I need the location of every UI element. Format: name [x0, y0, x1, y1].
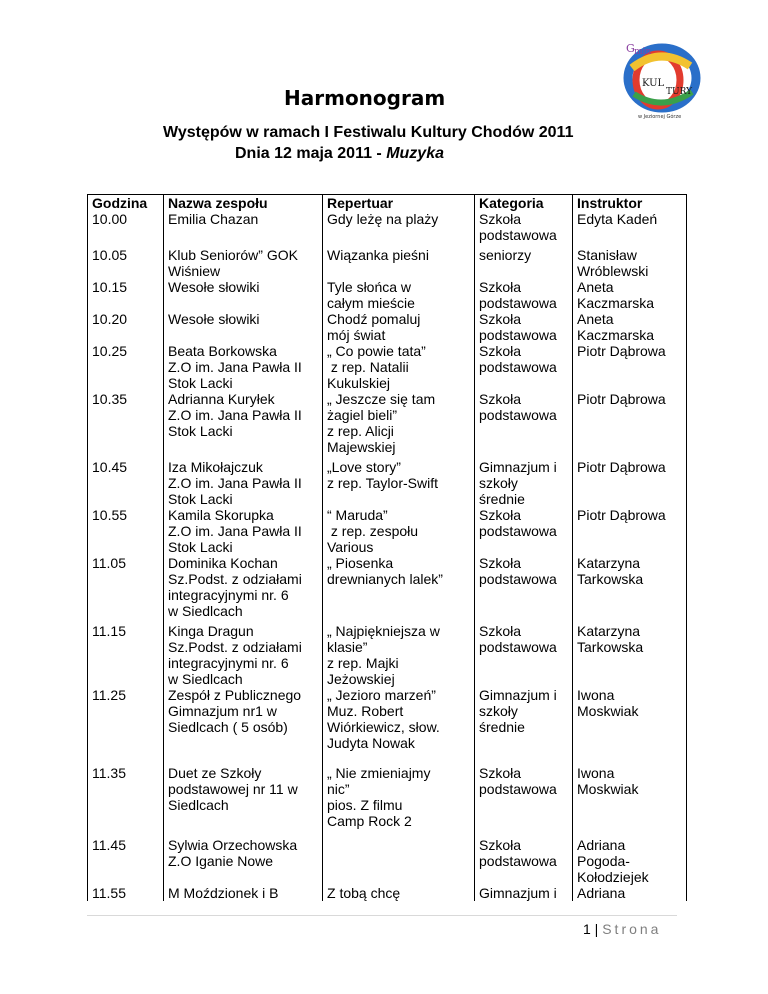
table-cell: [323, 885, 475, 901]
table-cell: [164, 555, 323, 623]
table-cell: [475, 623, 573, 687]
cell-line: Dominika Kochan: [168, 555, 278, 571]
cell-line: Zespół z Publicznego: [168, 687, 302, 703]
cell-line: podstawowa: [479, 853, 557, 869]
cell-line: drewnianych lalek”: [327, 571, 443, 587]
cell-line: Gimnazjum nr1 w: [168, 703, 277, 719]
cell-line: Chodź pomaluj: [327, 311, 421, 327]
cell-line: 11.05: [92, 555, 126, 571]
cell-line: z rep. Taylor-Swift: [327, 475, 438, 491]
cell-line: Szkoła: [479, 555, 522, 571]
cell-line: Szkoła: [479, 765, 522, 781]
cell-line: Szkoła: [479, 311, 522, 327]
cell-line: 10.05: [92, 247, 128, 263]
table-cell: [164, 623, 323, 687]
table-cell: [164, 247, 323, 279]
table-cell: [164, 211, 323, 247]
cell-line: 10.35: [92, 391, 128, 407]
table-row: [88, 507, 687, 555]
cell-line: Judyta Nowak: [327, 735, 415, 751]
cell-line: Muz. Robert: [327, 703, 404, 719]
table-row: [88, 623, 687, 687]
table-cell: [164, 279, 323, 311]
cell-line: „ Piosenka: [327, 555, 394, 571]
table-cell: [573, 247, 687, 279]
table-cell: [88, 459, 164, 507]
cell-line: integracyjnymi nr. 6: [168, 655, 289, 671]
cell-line: średnie: [479, 491, 525, 507]
column-header: Repertuar: [323, 195, 475, 212]
cell-line: Wróblewski: [577, 263, 649, 279]
table-cell: [475, 459, 573, 507]
table-cell: [164, 391, 323, 459]
cell-line: Beata Borkowska: [168, 343, 277, 359]
cell-line: Iwona: [577, 765, 615, 781]
table-cell: [475, 247, 573, 279]
table-cell: [88, 247, 164, 279]
cell-line: 11.35: [92, 765, 126, 781]
cell-line: Adrianna Kuryłek: [168, 391, 275, 407]
cell-line: Stanisław: [577, 247, 637, 263]
document-date-line: [235, 145, 444, 163]
cell-line: [327, 837, 470, 853]
cell-line: 10.15: [92, 279, 128, 295]
table-cell: [88, 211, 164, 247]
cell-line: Szkoła: [479, 211, 522, 227]
table-cell: [475, 885, 573, 901]
cell-line: „Love story”: [327, 459, 401, 475]
table-cell: [573, 623, 687, 687]
cell-line: podstawowa: [479, 407, 557, 423]
table-cell: [323, 279, 475, 311]
table-cell: [164, 311, 323, 343]
cell-line: 11.25: [92, 687, 126, 703]
festival-logo: [612, 38, 708, 122]
cell-line: z rep. Majki: [327, 655, 399, 671]
cell-line: szkoły: [479, 475, 518, 491]
cell-line: „ Jeszcze się tam: [327, 391, 436, 407]
table-cell: [573, 279, 687, 311]
table-cell: [323, 391, 475, 459]
cell-line: Szkoła: [479, 343, 522, 359]
table-cell: [88, 837, 164, 885]
cell-line: Sz.Podst. z odziałami: [168, 571, 302, 587]
cell-line: Emilia Chazan: [168, 211, 259, 227]
table-cell: [573, 507, 687, 555]
cell-line: podstawowa: [479, 571, 557, 587]
table-cell: [164, 765, 323, 837]
page-separator: |: [590, 921, 603, 937]
cell-line: Moskwiak: [577, 781, 639, 797]
cell-line: Gimnazjum i: [479, 687, 557, 703]
table-row: [88, 687, 687, 765]
table-cell: [323, 211, 475, 247]
cell-line: średnie: [479, 719, 525, 735]
table-cell: [475, 765, 573, 837]
schedule-table: [87, 194, 687, 901]
cell-line: Adriana: [577, 837, 626, 853]
cell-line: Gimnazjum i: [479, 885, 557, 901]
cell-line: 11.45: [92, 837, 126, 853]
svg-text:min: min: [634, 47, 652, 57]
cell-line: Jeżowskiej: [327, 671, 395, 687]
cell-line: Z.O im. Jana Pawła II: [168, 359, 302, 375]
cell-line: szkoły: [479, 703, 518, 719]
table-row: [88, 391, 687, 459]
table-cell: [573, 687, 687, 765]
table-cell: [573, 765, 687, 837]
table-cell: [475, 343, 573, 391]
cell-line: Stok Lacki: [168, 375, 233, 391]
table-cell: [475, 391, 573, 459]
table-cell: [475, 311, 573, 343]
cell-line: Kaczmarska: [577, 295, 655, 311]
column-header: Nazwa zespołu: [164, 195, 323, 212]
table-cell: [573, 391, 687, 459]
cell-line: Kinga Dragun: [168, 623, 254, 639]
cell-line: „ Nie zmieniajmy: [327, 765, 431, 781]
column-header: Kategoria: [475, 195, 573, 212]
table-cell: [323, 765, 475, 837]
cell-line: Z.O im. Jana Pawła II: [168, 407, 302, 423]
cell-line: podstawowa: [479, 295, 557, 311]
cell-line: Stok Lacki: [168, 539, 233, 555]
cell-line: Adriana: [577, 885, 626, 901]
cell-line: seniorzy: [479, 247, 532, 263]
cell-line: Piotr Dąbrowa: [577, 507, 666, 523]
svg-text:w Jeziornej Górze: w Jeziornej Górze: [638, 114, 682, 120]
cell-line: z rep. Alicji: [327, 423, 394, 439]
table-cell: [573, 459, 687, 507]
cell-line: z rep. zespołu: [327, 523, 419, 539]
cell-line: Siedlcach ( 5 osób): [168, 719, 288, 735]
page-number: 1: [583, 921, 591, 937]
table-cell: [323, 555, 475, 623]
cell-line: Wiórkiewicz, słow.: [327, 719, 440, 735]
table-cell: [88, 687, 164, 765]
table-cell: [88, 765, 164, 837]
table-cell: [323, 459, 475, 507]
cell-line: Wesołe słowiki: [168, 279, 260, 295]
cell-line: Pogoda-: [577, 853, 630, 869]
table-cell: [323, 837, 475, 885]
table-cell: [164, 507, 323, 555]
table-cell: [475, 555, 573, 623]
cell-line: nic”: [327, 781, 350, 797]
svg-text:KUL: KUL: [642, 78, 665, 89]
cell-line: żagiel bieli”: [327, 407, 398, 423]
cell-line: podstawowa: [479, 639, 557, 655]
page-footer: [583, 921, 661, 937]
cell-line: Szkoła: [479, 623, 522, 639]
cell-line: Camp Rock 2: [327, 813, 412, 829]
cell-line: Kukulskiej: [327, 375, 391, 391]
table-row: [88, 279, 687, 311]
cell-line: pios. Z filmu: [327, 797, 403, 813]
table-cell: [323, 623, 475, 687]
cell-line: „ Jezioro marzeń”: [327, 687, 436, 703]
cell-line: 10.55: [92, 507, 128, 523]
table-cell: [164, 459, 323, 507]
cell-line: Majewskiej: [327, 439, 396, 455]
cell-line: Z.O im. Jana Pawła II: [168, 475, 302, 491]
table-cell: [323, 311, 475, 343]
column-header: Godzina: [88, 195, 164, 212]
table-cell: [88, 507, 164, 555]
cell-line: Klub Seniorów” GOK: [168, 247, 298, 263]
table-cell: [164, 837, 323, 885]
cell-line: Z.O im. Jana Pawła II: [168, 523, 302, 539]
table-cell: [573, 555, 687, 623]
cell-line: mój świat: [327, 327, 386, 343]
cell-line: integracyjnymi nr. 6: [168, 587, 289, 603]
cell-line: Siedlcach: [168, 797, 229, 813]
cell-line: Szkoła: [479, 279, 522, 295]
cell-line: 11.55: [92, 885, 126, 901]
cell-line: podstawowa: [479, 523, 557, 539]
table-cell: [88, 343, 164, 391]
cell-line: Stok Lacki: [168, 491, 233, 507]
page-word: Strona: [602, 921, 662, 937]
cell-line: 10.25: [92, 343, 128, 359]
cell-line: Sz.Podst. z odziałami: [168, 639, 302, 655]
cell-line: Szkoła: [479, 837, 522, 853]
table-cell: [164, 687, 323, 765]
cell-line: Katarzyna: [577, 555, 641, 571]
cell-line: Tarkowska: [577, 639, 644, 655]
table-cell: [475, 837, 573, 885]
table-cell: [323, 507, 475, 555]
cell-line: całym mieście: [327, 295, 415, 311]
cell-line: Z.O Iganie Nowe: [168, 853, 274, 869]
cell-line: podstawowa: [479, 359, 557, 375]
svg-text:TURY: TURY: [666, 87, 693, 97]
cell-line: Piotr Dąbrowa: [577, 459, 666, 475]
cell-line: “ Maruda”: [327, 507, 388, 523]
table-cell: [475, 211, 573, 247]
table-row: [88, 211, 687, 247]
table-cell: [88, 555, 164, 623]
cell-line: podstawowa: [479, 781, 557, 797]
table-cell: [88, 885, 164, 901]
table-row: [88, 837, 687, 885]
table-cell: [88, 391, 164, 459]
table-cell: [573, 837, 687, 885]
cell-line: Aneta: [577, 311, 614, 327]
cell-line: w Siedlcach: [168, 671, 243, 687]
table-cell: [323, 343, 475, 391]
table-cell: [573, 343, 687, 391]
table-cell: [164, 885, 323, 901]
document-subtitle: Występów w ramach I Festiwalu Kultury Chodów 2011: [163, 124, 574, 141]
cell-line: Tyle słońca w: [327, 279, 412, 295]
table-cell: [88, 279, 164, 311]
cell-line: „ Co powie tata”: [327, 343, 426, 359]
cell-line: Kamila Skorupka: [168, 507, 274, 523]
cell-line: podstawowa: [479, 327, 557, 343]
cell-line: Moskwiak: [577, 703, 639, 719]
cell-line: Gdy leżę na plaży: [327, 211, 439, 227]
cell-line: Various: [327, 539, 374, 555]
cell-line: Piotr Dąbrowa: [577, 391, 666, 407]
table-row: [88, 343, 687, 391]
footer-rule: [87, 915, 677, 916]
cell-line: Kaczmarska: [577, 327, 655, 343]
cell-line: Stok Lacki: [168, 423, 233, 439]
category-italic: Muzyka: [386, 145, 444, 162]
cell-line: M Moździonek i B: [168, 885, 279, 901]
cell-line: Duet ze Szkoły: [168, 765, 262, 781]
table-cell: [573, 211, 687, 247]
cell-line: w Siedlcach: [168, 603, 243, 619]
cell-line: Iwona: [577, 687, 615, 703]
cell-line: Gimnazjum i: [479, 459, 557, 475]
cell-line: „ Najpiękniejsza w: [327, 623, 440, 639]
cell-line: 10.20: [92, 311, 128, 327]
cell-line: Sylwia Orzechowska: [168, 837, 298, 853]
table-row: [88, 555, 687, 623]
cell-line: 10.45: [92, 459, 128, 475]
table-cell: [323, 247, 475, 279]
cell-line: Szkoła: [479, 507, 522, 523]
cell-line: Piotr Dąbrowa: [577, 343, 666, 359]
table-row: [88, 459, 687, 507]
cell-line: 10.00: [92, 211, 128, 227]
table-cell: [573, 885, 687, 901]
table-row: [88, 765, 687, 837]
table-cell: [573, 311, 687, 343]
table-cell: [475, 687, 573, 765]
table-cell: [323, 687, 475, 765]
svg-text:G: G: [626, 42, 635, 55]
table-header-row: [88, 195, 687, 212]
cell-line: z rep. Natalii: [327, 359, 409, 375]
cell-line: podstawowa: [479, 227, 557, 243]
table-cell: [164, 343, 323, 391]
table-row: [88, 885, 687, 901]
table-cell: [475, 279, 573, 311]
cell-line: Edyta Kadeń: [577, 211, 658, 227]
table-row: [88, 311, 687, 343]
cell-line: Iza Mikołajczuk: [168, 459, 263, 475]
cell-line: Z tobą chcę: [327, 885, 401, 901]
cell-line: Wesołe słowiki: [168, 311, 260, 327]
table-cell: [475, 507, 573, 555]
table-cell: [88, 623, 164, 687]
document-title: Harmonogram: [284, 86, 446, 110]
cell-line: Tarkowska: [577, 571, 644, 587]
cell-line: Kołodziejek: [577, 869, 649, 885]
table-row: [88, 247, 687, 279]
cell-line: Szkoła: [479, 391, 522, 407]
date-text: Dnia 12 maja 2011 -: [235, 145, 387, 162]
cell-line: podstawowej nr 11 w: [168, 781, 298, 797]
cell-line: Wiązanka pieśni: [327, 247, 429, 263]
cell-line: Wiśniew: [168, 263, 221, 279]
table-cell: [88, 311, 164, 343]
cell-line: Aneta: [577, 279, 614, 295]
cell-line: 11.15: [92, 623, 126, 639]
cell-line: klasie”: [327, 639, 368, 655]
cell-line: Katarzyna: [577, 623, 641, 639]
column-header: Instruktor: [573, 195, 687, 212]
